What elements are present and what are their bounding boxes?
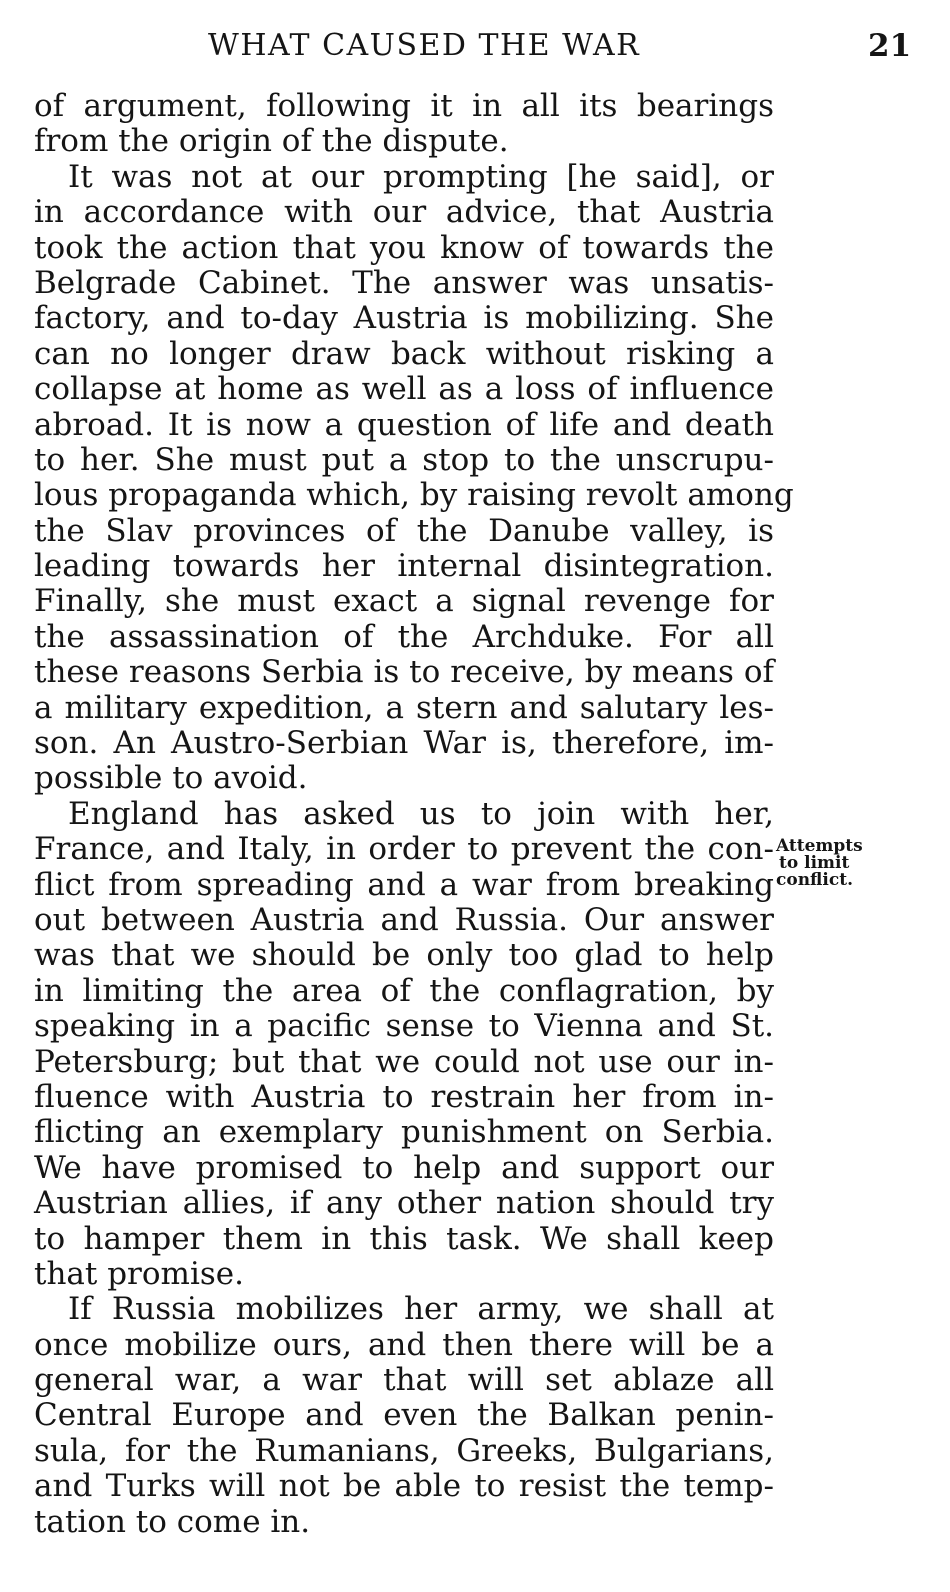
text-line: France, and Italy, in order to prevent the con- <box>34 831 774 868</box>
margin-note-line: conflict. <box>776 870 853 890</box>
text-line: Petersburg; but that we could not use our in- <box>34 1043 774 1080</box>
text-line: these reasons Serbia is to receive, by means of <box>34 654 774 691</box>
text-line: leading towards her internal disintegration. <box>34 548 774 585</box>
text-line: in accordance with our advice, that Austria <box>34 194 774 231</box>
text-line: fluence with Austria to restrain her from in- <box>34 1078 774 1115</box>
text-line: in limiting the area of the conflagration, by <box>34 972 774 1009</box>
text-line: from the origin of the dispute. <box>34 123 509 160</box>
text-line: of argument, following it in all its bearings <box>34 88 774 124</box>
text-line: the assassination of the Archduke. For all <box>34 618 774 655</box>
text-line: can no longer draw back without risking a <box>34 335 774 372</box>
running-head <box>0 26 950 66</box>
text-line: took the action that you know of towards the <box>34 229 774 266</box>
text-line: the Slav provinces of the Danube valley, is <box>34 512 774 549</box>
paragraph-austria-statement <box>34 158 794 797</box>
text-line: factory, and to-day Austria is mobilizing. She <box>34 300 774 337</box>
text-line: abroad. It is now a question of life and death <box>34 406 774 443</box>
text-line: flict from spreading and a war from breaking <box>34 866 774 903</box>
paragraph-russia-mobilization <box>34 1292 774 1540</box>
paragraph-england-request <box>34 797 774 1292</box>
paragraph-continuation <box>34 89 774 160</box>
text-line: to hamper them in this task. We shall keep <box>34 1220 774 1257</box>
running-head-title: WHAT CAUSED THE WAR <box>208 28 641 63</box>
text-line: If Russia mobilizes her army, we shall at <box>68 1291 774 1328</box>
text-line: and Turks will not be able to resist the temp- <box>34 1468 774 1505</box>
text-line: Belgrade Cabinet. The answer was unsatis- <box>34 264 774 301</box>
text-line: possible to avoid. <box>34 760 308 797</box>
text-line: a military expedition, a stern and salutary les- <box>34 689 774 726</box>
text-line: England has asked us to join with her, <box>68 795 774 832</box>
text-line: general war, a war that will set ablaze all <box>34 1362 774 1399</box>
text-line: It was not at our prompting [he said], or <box>68 158 774 195</box>
margin-note-line: to limit <box>779 853 850 873</box>
margin-note-line: Attempts <box>776 836 863 856</box>
text-line: Austrian allies, if any other nation should try <box>34 1185 774 1222</box>
text-line: We have promised to help and support our <box>34 1149 774 1186</box>
text-line: Finally, she must exact a signal revenge for <box>34 583 774 620</box>
text-line: lous propaganda which, by raising revolt among <box>34 477 794 514</box>
text-line: sula, for the Rumanians, Greeks, Bulgarians, <box>34 1432 774 1469</box>
text-line: collapse at home as well as a loss of influence <box>34 371 774 408</box>
text-line: tation to come in. <box>34 1503 311 1540</box>
text-line: once mobilize ours, and then there will be a <box>34 1326 774 1363</box>
text-line: to her. She must put a stop to the unscrupu- <box>34 441 774 478</box>
text-line: was that we should be only too glad to help <box>34 937 774 974</box>
text-line: that promise. <box>34 1255 244 1292</box>
text-line: flicting an exemplary punishment on Serbia. <box>34 1114 774 1151</box>
margin-note <box>776 838 916 889</box>
text-line: out between Austria and Russia. Our answer <box>34 901 774 938</box>
text-line: speaking in a pacific sense to Vienna and St. <box>34 1008 774 1045</box>
text-line: Central Europe and even the Balkan penin- <box>34 1397 774 1434</box>
text-line: son. An Austro-Serbian War is, therefore, im- <box>34 725 774 762</box>
body-text <box>34 88 794 1540</box>
page-number: 21 <box>868 28 912 64</box>
